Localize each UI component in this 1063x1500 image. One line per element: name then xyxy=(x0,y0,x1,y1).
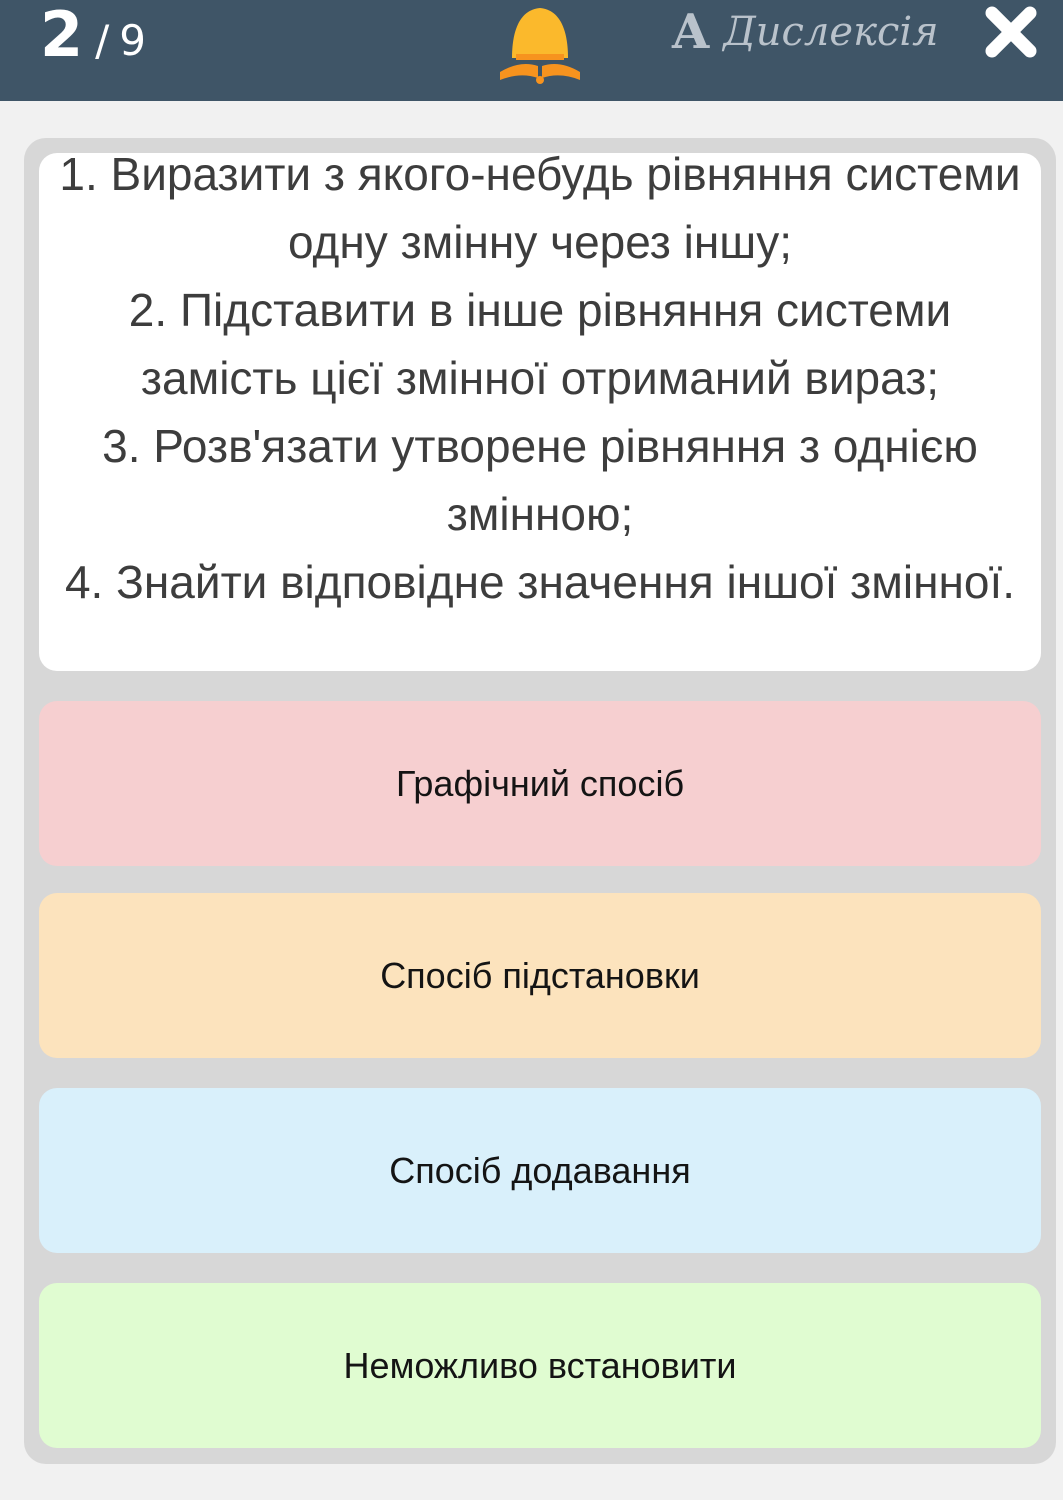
question-step-1: 1. Виразити з якого-небудь рівняння системи одну змінну через іншу; xyxy=(59,153,1021,268)
font-glyph-icon: A xyxy=(672,4,710,60)
question-text xyxy=(39,153,1041,616)
answer-label: Спосіб додавання xyxy=(389,1149,691,1191)
question-step-2: 2. Підставити в інше рівняння системи замість цієї змінної отриманий вираз; xyxy=(128,284,952,404)
dyslexia-label: Дислексія xyxy=(723,9,939,55)
total-questions-number: 9 xyxy=(119,16,147,65)
dyslexia-toggle[interactable] xyxy=(672,4,939,60)
answer-option-4[interactable] xyxy=(39,1283,1041,1448)
question-counter xyxy=(40,0,147,71)
close-icon[interactable] xyxy=(982,3,1040,61)
answer-label: Неможливо встановити xyxy=(343,1344,737,1386)
current-question-number: 2 xyxy=(40,0,84,71)
question-step-4: 4. Знайти відповідне значення іншої змінної. xyxy=(64,556,1016,608)
answer-option-1[interactable] xyxy=(39,701,1041,866)
answer-label: Графічний спосіб xyxy=(395,762,685,804)
counter-separator: / xyxy=(95,16,110,65)
question-step-3: 3. Розв'язати утворене рівняння з однією змінною; xyxy=(102,420,978,540)
answer-label: Спосіб підстановки xyxy=(380,954,700,996)
answer-option-2[interactable] xyxy=(39,893,1041,1058)
bell-icon[interactable] xyxy=(498,0,582,86)
answer-option-3[interactable] xyxy=(39,1088,1041,1253)
top-bar xyxy=(0,0,1063,101)
question-card xyxy=(39,153,1041,671)
